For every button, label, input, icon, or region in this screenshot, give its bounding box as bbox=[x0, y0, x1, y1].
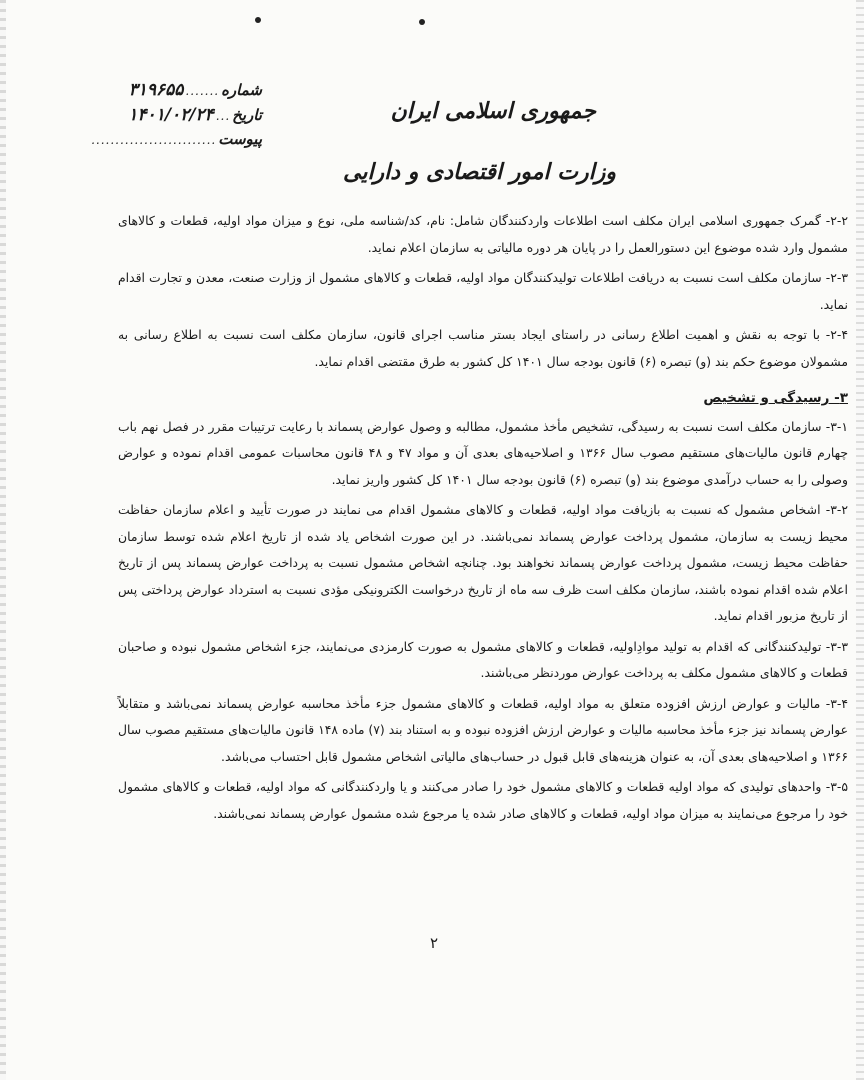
number-line bbox=[92, 80, 262, 105]
attachment-line bbox=[92, 130, 262, 155]
ministry-name: وزارت امور اقتصادی و دارایی bbox=[342, 159, 616, 185]
letter-meta bbox=[92, 80, 262, 155]
country-name: جمهوری اسلامی ایران bbox=[390, 98, 596, 124]
number-value: ۳۱۹۶۵۵ bbox=[128, 80, 184, 100]
paragraph-3-2: ۳-۲- اشخاص مشمول که نسبت به بازیافت مواد اولیه، قطعات و کالاهای مشمول اقدام می نمایند در صورت تأیید و اعلام سازمان حفاظت محیط زیست به سازمان، مشمول پرداخت عوارض پسماند نمی‌باشند. در این صورت اشخاص یاد شده از تاریخ اعلام شده توسط سازمان حفاظت محیط زیست، مشمول پرداخت عوارض پسماند نخواهند بود. چنانچه اشخاص مشمول نسبت به پرداخت عوارض پسماند پس از تاریخ اعلام شده اقدام نموده باشند، سازمان مکلف است ظرف سه ماه از تاریخ درخواست الکترونیکی مؤدی نسبت به استرداد عوارض پرداختی پس از تاریخ مزبور اقدام نماید. bbox=[118, 502, 848, 623]
punch-hole-dot bbox=[419, 19, 425, 25]
scan-edge-right bbox=[856, 0, 864, 1080]
number-label: شماره bbox=[221, 81, 262, 99]
paragraph-2-3: ۲-۳- سازمان مکلف است نسبت به دریافت اطلاعات تولیدکنندگان مواد اولیه، قطعات و کالاهای مشمول از وزارت صنعت، معدن و تجارت اقدام نماید. bbox=[118, 270, 848, 312]
date-label: تاریخ bbox=[232, 106, 262, 124]
dotted-leader: ... bbox=[215, 109, 231, 123]
paragraph-3-5: ۳-۵- واحدهای تولیدی که مواد اولیه قطعات و کالاهای مشمول خود را صادر می‌کنند و یا واردکنندگانی که مواد اولیه، قطعات و کالاهای مشمول خود را مرجوع می‌نمایند به میزان مواد اولیه، قطعات و کالاهای صادر شده یا مرجوع شده مشمول عوارض پسماند نمی‌باشند. bbox=[118, 779, 848, 821]
date-line bbox=[92, 105, 262, 130]
section-3-heading: ۳- رسیدگی و تشخیص bbox=[703, 390, 848, 406]
dotted-leader: ....... bbox=[185, 84, 220, 98]
date-value: ۱۴۰۱/۰۲/۲۴ bbox=[128, 105, 214, 125]
scan-edge-left bbox=[0, 0, 6, 1080]
paragraph-3-3: ۳-۳- تولیدکنندگانی که اقدام به تولید موادِاولیه، قطعات و کالاهای مشمول به صورت کارمزدی می‌نمایند، جزء اشخاص مشمول نبوده و صاحبان قطعات و کالاهای مشمول مکلف به پرداخت عوارض موردنظر می‌باشند. bbox=[118, 638, 848, 680]
page-number: ۲ bbox=[429, 934, 439, 952]
document-body bbox=[118, 208, 848, 831]
punch-hole-dot bbox=[255, 17, 261, 23]
letterhead bbox=[343, 98, 616, 185]
paragraph-2-4: ۲-۴- با توجه به نقش و اهمیت اطلاع رسانی در راستای ایجاد بستر مناسب اجرای قانون، سازمان مکلف است نسبت به اطلاع رسانی به مشمولان موضوع حکم بند (و) تبصره (۶) قانون بودجه سال ۱۴۰۱ کل کشور به طرق مقتضی اقدام نماید. bbox=[118, 327, 848, 369]
paragraph-2-2: ۲-۲- گمرک جمهوری اسلامی ایران مکلف است اطلاعات واردکنندگان شامل: نام، کد/شناسه ملی، نوع و میزان مواد اولیه، قطعات و کالاهای مشمول وارد شده موضوع این دستورالعمل را در پایان هر دوره مالیاتی به سازمان اعلام نماید. bbox=[118, 213, 848, 255]
paragraph-3-4: ۳-۴- مالیات و عوارض ارزش افزوده متعلق به مواد اولیه، قطعات و کالاهای مشمول جزء مأخذ محاسبه عوارض پسماند نمی‌باشد و متقابلاً عوارض پسماند نیز جزء مأخذ محاسبه مالیات و عوارض ارزش افزوده نبوده و به استناد بند (۷) ماده ۱۴۸ قانون مالیات‌های مستقیم مصوب سال ۱۳۶۶ و اصلاحیه‌های بعدی آن، به عنوان هزینه‌های قابل قبول در حساب‌های مالیاتی اشخاص مشمول قابل احتساب می‌باشد. bbox=[118, 695, 848, 764]
attachment-label: پیوست bbox=[218, 130, 262, 148]
paragraph-3-1: ۳-۱- سازمان مکلف است نسبت به رسیدگی، تشخیص مأخذ مشمول، مطالبه و وصول عوارض پسماند با رعایت ترتیبات مقرر در فصل نهم باب چهارم قانون مالیات‌های مستقیم مصوب سال ۱۳۶۶ و اصلاحیه‌های بعدی آن و مواد ۴۷ و ۴۸ قانون محاسبات عمومی اقدام نموده و عوارض وصولی را به حساب درآمدی موضوع بند (و) تبصره (۶) قانون بودجه سال ۱۴۰۱ کل کشور واریز نماید. bbox=[118, 418, 848, 487]
dotted-leader: .......................... bbox=[91, 133, 217, 147]
